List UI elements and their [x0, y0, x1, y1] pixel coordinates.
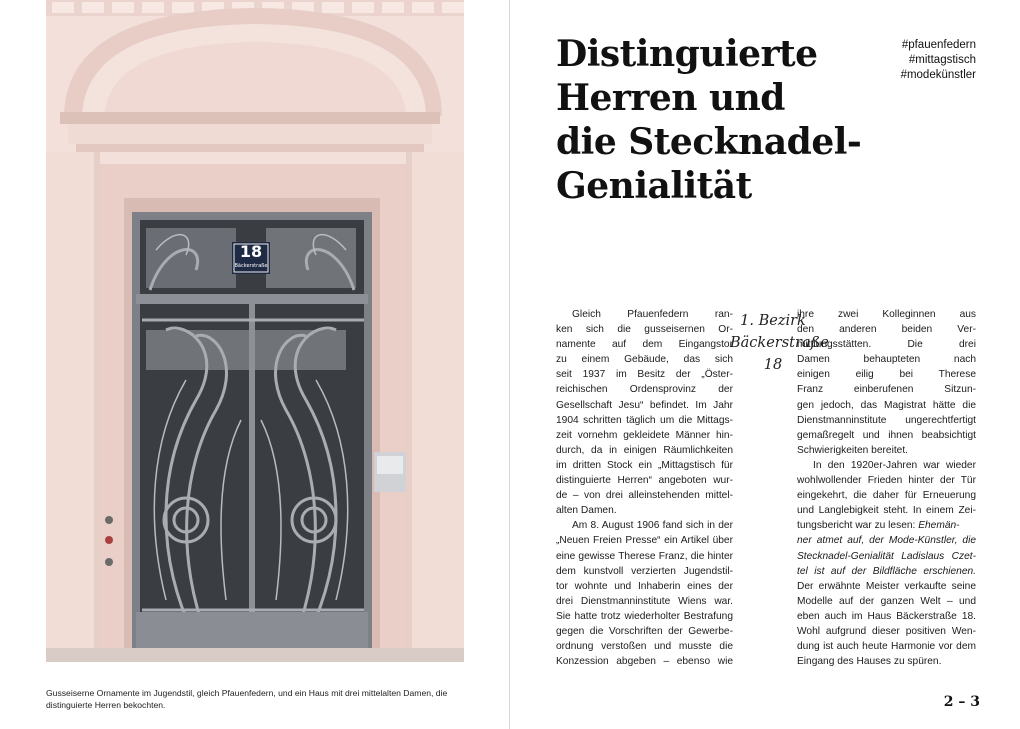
house-number: 18: [239, 242, 263, 261]
address-line: 1. Bezirk: [740, 313, 806, 329]
hashtag: #modekünstler: [900, 69, 976, 81]
body-line: de – von drei alleinstehenden mittel-: [556, 490, 733, 502]
body-line: Schwierigkeiten bereitet.: [797, 444, 908, 456]
street-sign-label: Bäckerstraße: [234, 263, 268, 269]
title-line: die Stecknadel-: [556, 121, 862, 163]
body-line: „Neuen Freien Presse“ ein Artikel über: [556, 535, 733, 547]
body-line: Eingang des Hauses zu spüren.: [797, 656, 942, 668]
body-line: reichischen Ordensprovinz der: [556, 384, 733, 396]
hashtag: #pfauenfedern: [901, 39, 976, 51]
title-line: Genialität: [556, 165, 752, 207]
body-line: eben auch im Haus Bäckerstraße 18.: [797, 610, 976, 622]
body-line: einigen eilig bei Therese: [797, 369, 976, 381]
hashtag-list: [860, 38, 976, 83]
body-line: ken sich die gusseisernen Or-: [556, 324, 733, 336]
body-line: Franz einberufenen Sitzun-: [797, 384, 976, 396]
body-line: eine gewisse Therese Franz, die hinter: [556, 550, 733, 562]
body-line: 1904 schritten täglich um die Mittags-: [556, 414, 733, 426]
quote-line: tel ist auf der Bildfläche erschienen.: [797, 565, 976, 577]
body-line: Gesellschaft Jesu“ befindet. Im Jahr: [556, 399, 733, 411]
body-line: ordnung verstoßen und musste die: [556, 641, 733, 653]
body-line-segment: tungsbericht war zu lesen:: [797, 520, 916, 532]
body-line: gemaßregelt und ihnen beabsichtigt: [797, 429, 976, 441]
body-line: mittlungsstätten. Die drei: [797, 339, 976, 351]
body-line: In den 1920er-Jahren war wieder: [813, 459, 976, 471]
body-line: Der erwähnte Meister verkaufte seine: [797, 580, 976, 592]
body-line: drei Dienstmanninstitute Wiens war.: [556, 595, 733, 607]
body-line: distinguierte Herren“ angeboten wur-: [556, 475, 733, 487]
body-line: zeit vornehm gekleidete Männer hin-: [556, 429, 733, 441]
photo-caption: Gusseiserne Ornamente im Jugendstil, gleich Pfauenfedern, und ein Haus mit drei mittelalten Damen, die distinguierte Herren bekochten.: [46, 688, 448, 710]
body-line: alten Damen.: [556, 505, 617, 517]
body-line: gen jedoch, das Magistrat hätte die: [797, 399, 976, 411]
body-line: eingekehrt, die daher für Erneuerung: [797, 490, 976, 502]
body-line: Wohl aufgrund dieser positiven Wen-: [797, 625, 976, 637]
body-line: Modelle auf der ganzen Welt – und: [797, 595, 976, 607]
body-line: durch, da in einigen Räumlichkeiten: [556, 444, 733, 456]
article-title: [556, 32, 876, 208]
address-line: 18: [763, 357, 783, 373]
body-line: zu einem Gebäude, das sich: [556, 354, 733, 366]
body-line: und Langlebigkeit steht. In einem Zei-: [797, 505, 976, 517]
body-line: Konzession abgeben – ebenso wie: [556, 656, 733, 668]
body-line: den anderen beiden Ver-: [797, 324, 976, 336]
body-line: Damen behaupteten nach: [797, 354, 976, 366]
body-line: Sie hatte trotz wiederholter Bestrafung: [556, 610, 733, 622]
title-line: Herren und: [556, 77, 785, 119]
body-line: wohlwollender Frieden hinter der Tür: [797, 475, 976, 487]
body-line: gegen die Vorschriften der Gewerbe-: [556, 625, 733, 637]
quote-segment: Ehemän-: [918, 520, 960, 532]
body-line: Am 8. August 1906 fand sich in der: [572, 520, 733, 532]
body-column-2: [797, 307, 976, 669]
quote-line: ner atmet auf, der Mode-Künstler, die: [797, 535, 976, 547]
body-line: ihre zwei Kolleginnen aus: [797, 309, 976, 320]
body-line: Dienstmanninstitute ungerechtfertigt: [797, 414, 976, 426]
title-line: Distinguierte: [556, 33, 818, 75]
page-gutter: [509, 0, 510, 729]
body-line: namente auf dem Eingangstor: [556, 339, 733, 351]
body-line: seit 1937 im Besitz der „Öster-: [556, 369, 733, 381]
address-line: Bäckerstraße: [730, 335, 829, 351]
body-line: [797, 518, 976, 533]
hashtag: #mittagstisch: [908, 54, 976, 66]
page-number: 2 – 3: [943, 694, 980, 710]
body-line: Gleich Pfauenfedern ran-: [572, 309, 733, 320]
body-line: tor wohnte und Inhaberin eines der: [556, 580, 733, 592]
body-line: dem kunstvoll verzierten Jugendstil-: [556, 565, 733, 577]
quote-line: Stecknadel-Genialität Ladislaus Czet-: [797, 550, 976, 562]
body-column-1: [556, 307, 733, 669]
body-line: dung ist auch heute Harmonie vor dem: [797, 641, 976, 653]
door-photo: [46, 0, 464, 662]
body-line: im dritten Stock ein „Mittagstisch für: [556, 459, 733, 471]
